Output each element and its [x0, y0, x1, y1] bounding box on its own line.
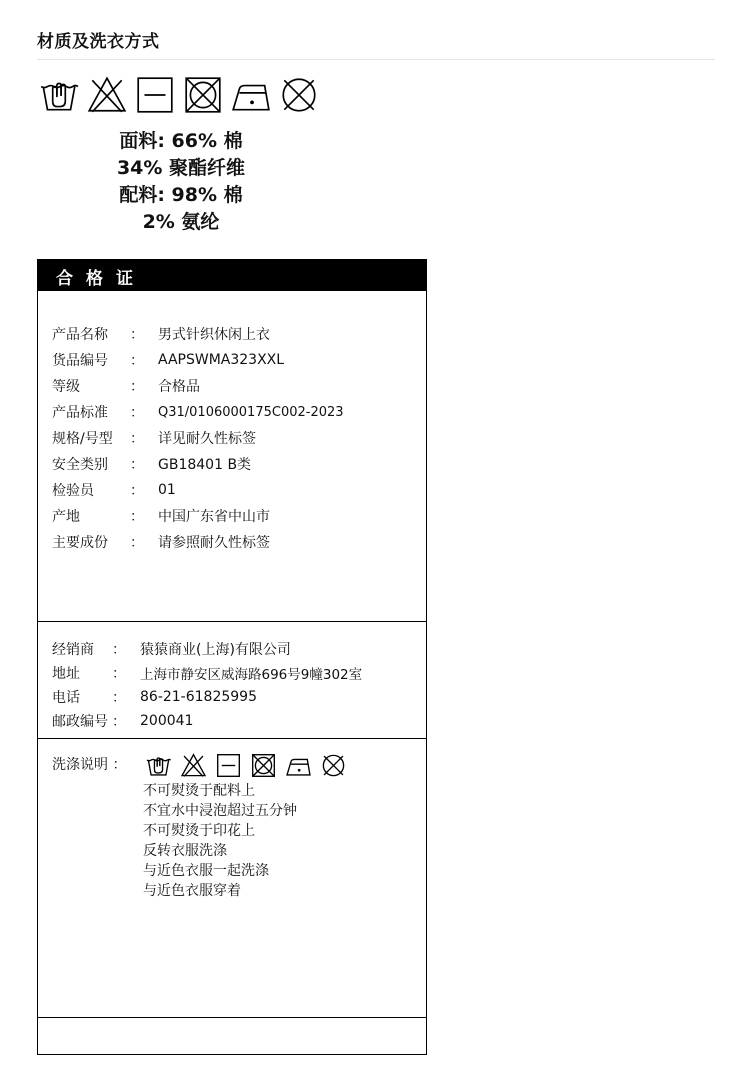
title-divider: [37, 59, 715, 60]
instruction-line: 反转衣服洗涤: [143, 843, 227, 859]
info-value: 男式针织休闲上衣: [158, 327, 270, 343]
distributor-info: [52, 637, 362, 733]
info-row: [52, 347, 344, 373]
info-label: 产地: [52, 509, 80, 525]
hand-wash-icon: [145, 752, 172, 779]
care-icons-large: [38, 74, 320, 116]
info-row: [52, 503, 344, 529]
instruction-line: 不可熨烫于印花上: [143, 823, 255, 839]
no-dry-clean-icon: [278, 74, 320, 116]
section-divider: [38, 621, 426, 622]
instruction-line: 不可熨烫于配料上: [143, 783, 255, 799]
wash-instructions: [143, 781, 297, 901]
composition-line-4: 2% 氨纶: [142, 211, 220, 233]
info-label: 安全类别: [52, 457, 108, 473]
info-label: 产品标准: [52, 405, 108, 421]
info-colon: ：: [130, 405, 144, 421]
info-colon: ：: [130, 483, 144, 499]
info-value: AAPSWMA323XXL: [158, 352, 285, 368]
info-colon: ：: [130, 353, 144, 369]
distributor-value: 200041: [140, 713, 194, 729]
section-title: 材质及洗衣方式: [37, 32, 160, 52]
info-label: 主要成份: [52, 535, 108, 551]
fabric-composition: [98, 128, 264, 236]
distributor-label: 电话: [52, 690, 80, 706]
info-label: 等级: [52, 379, 80, 395]
info-value: 01: [158, 482, 176, 498]
info-value: 中国广东省中山市: [158, 509, 270, 525]
distributor-row: [52, 661, 362, 685]
instruction-line: 与近色衣服穿着: [143, 883, 241, 899]
no-bleach-icon: [86, 74, 128, 116]
info-label: 货品编号: [52, 353, 108, 369]
info-label: 检验员: [52, 483, 94, 499]
wash-instructions-label: 洗涤说明 ：: [52, 757, 127, 773]
composition-line-1: 面料: 66% 棉: [119, 130, 243, 152]
certificate-label: [37, 259, 427, 1055]
composition-line-3: 配料: 98% 棉: [119, 184, 243, 206]
info-value: 合格品: [158, 379, 200, 395]
distributor-colon: ：: [112, 666, 126, 682]
distributor-value: 猿猿商业(上海)有限公司: [140, 642, 291, 658]
no-tumble-dry-icon: [250, 752, 277, 779]
product-info: [52, 321, 344, 555]
instruction-line: 不宜水中浸泡超过五分钟: [143, 803, 297, 819]
info-value: Q31/0106000175C002-2023: [158, 404, 344, 420]
distributor-value: 86-21-61825995: [140, 689, 257, 705]
info-value: GB18401 B类: [158, 457, 252, 473]
iron-low-icon: [230, 74, 272, 116]
iron-low-icon: [285, 752, 312, 779]
distributor-row: [52, 685, 362, 709]
dry-flat-icon: [134, 74, 176, 116]
info-colon: ：: [130, 327, 144, 343]
no-dry-clean-icon: [320, 752, 347, 779]
info-colon: ：: [130, 379, 144, 395]
info-row: [52, 425, 344, 451]
certificate-title: 合格证: [56, 269, 146, 289]
info-row: [52, 451, 344, 477]
info-row: [52, 321, 344, 347]
info-label: 规格/号型: [52, 431, 113, 447]
composition-line-2: 34% 聚酯纤维: [116, 157, 246, 179]
info-row: [52, 477, 344, 503]
no-bleach-icon: [180, 752, 207, 779]
care-icons-small: [145, 752, 347, 779]
distributor-row: [52, 637, 362, 661]
info-colon: ：: [130, 457, 144, 473]
info-colon: ：: [130, 431, 144, 447]
info-row: [52, 373, 344, 399]
distributor-colon: ：: [112, 714, 126, 730]
info-colon: ：: [130, 535, 144, 551]
info-row: [52, 399, 344, 425]
info-colon: ：: [130, 509, 144, 525]
hand-wash-icon: [38, 74, 80, 116]
section-divider: [38, 1017, 426, 1018]
info-value: 详见耐久性标签: [158, 431, 256, 447]
info-value: 请参照耐久性标签: [158, 535, 270, 551]
distributor-label: 地址: [52, 666, 80, 682]
distributor-value: 上海市静安区威海路696号9幢302室: [140, 667, 363, 683]
distributor-row: [52, 709, 362, 733]
distributor-colon: ：: [112, 690, 126, 706]
no-tumble-dry-icon: [182, 74, 224, 116]
distributor-colon: ：: [112, 642, 126, 658]
certificate-header: [38, 260, 426, 291]
distributor-label: 经销商: [52, 642, 94, 658]
distributor-label: 邮政编号: [52, 714, 108, 730]
instruction-line: 与近色衣服一起洗涤: [143, 863, 269, 879]
info-label: 产品名称: [52, 327, 108, 343]
section-divider: [38, 738, 426, 739]
info-row: [52, 529, 344, 555]
dry-flat-icon: [215, 752, 242, 779]
